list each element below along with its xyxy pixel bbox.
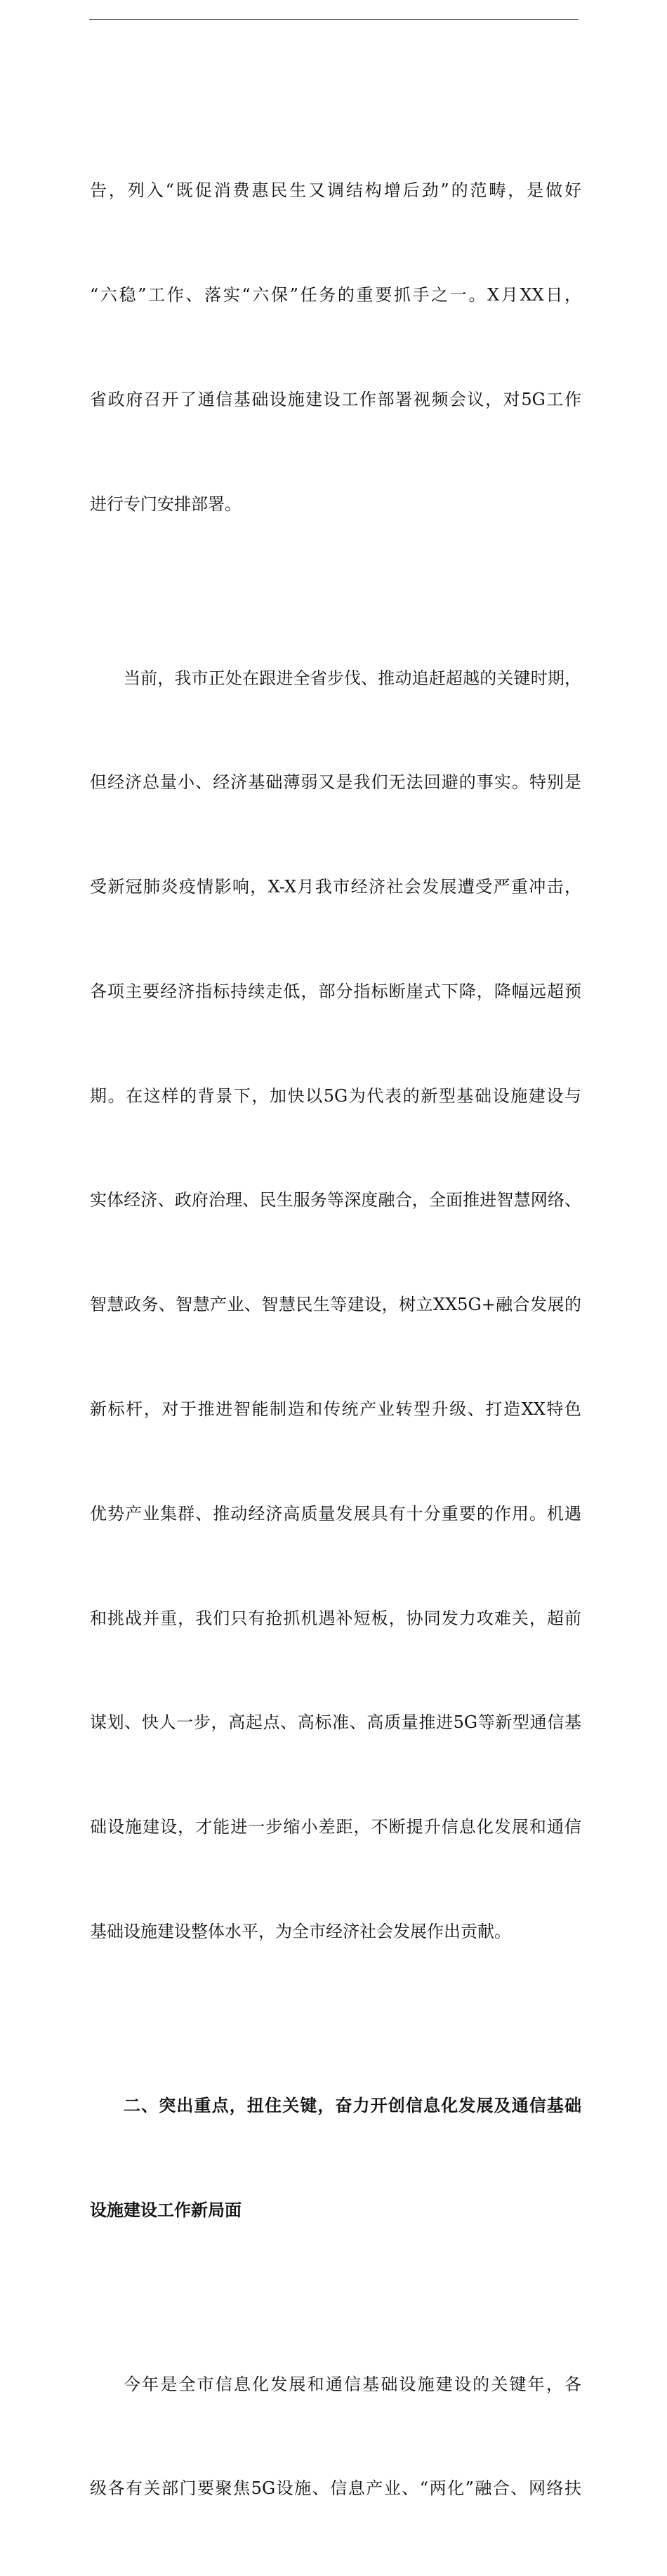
heading-line: 设施建设工作新局面 [90, 2200, 242, 2220]
text-line: 今年是全市信息化发展和通信基础设施建设的关键年，各 [124, 2374, 581, 2394]
paragraph-body [90, 591, 581, 2019]
text-line: 受新冠肺炎疫情影响，X-X月我市经济社会发展遭受严重冲击， [90, 877, 581, 897]
text-line: 实体经济、政府治理、民生服务等深度融合，全面推进智慧网络、 [90, 1190, 581, 1210]
paragraph-body [90, 2297, 581, 2576]
text-line: 新标杆，对于推进智能制造和传统产业转型升级、打造XX特色 [90, 1399, 581, 1419]
text-line: 但经济总量小、经济基础薄弱又是我们无法回避的事实。特别是 [90, 772, 581, 793]
text-line: 当前，我市正处在跟进全省步伐、推动追赶超越的关键时期， [124, 668, 581, 688]
document-body [90, 104, 581, 2576]
heading-line: 二、突出重点，扭住关键，奋力开创信息化发展及通信基础 [124, 2095, 581, 2115]
text-line: 谋划、快人一步，高起点、高标准、高质量推进5G等新型通信基 [90, 1712, 581, 1733]
text-line: 基础设施建设整体水平，为全市经济社会发展作出贡献。 [90, 1921, 511, 1941]
text-line: 和挑战并重，我们只有抢抓机遇补短板，协同发力攻难关，超前 [90, 1608, 581, 1628]
text-line: 进行专门安排部署。 [90, 494, 242, 514]
text-line: 告，列入“既促消费惠民生又调结构增后劲”的范畴，是做好 [90, 180, 581, 201]
text-line: 优势产业集群、推动经济高质量发展具有十分重要的作用。机遇 [90, 1503, 581, 1524]
text-line: 各项主要经济指标持续走低，部分指标断崖式下降，降幅远超预 [90, 981, 581, 1001]
paragraph-continuation [90, 104, 581, 591]
text-line: 期。在这样的背景下，加快以5G为代表的新型基础设施建设与 [90, 1085, 581, 1106]
text-line: 级各有关部门要聚焦5G设施、信息产业、“两化”融合、网络扶 [90, 2478, 581, 2499]
text-line: “六稳”工作、落实“六保”任务的重要抓手之一。X月XX日， [90, 284, 581, 305]
text-line: 省政府召开了通信基础设施建设工作部署视频会议，对5G工作 [90, 389, 581, 409]
text-line: 智慧政务、智慧产业、智慧民生等建设，树立XX5G+融合发展的 [90, 1295, 581, 1315]
section-heading [90, 2019, 581, 2298]
header-rule [89, 19, 579, 20]
text-line: 础设施建设，才能进一步缩小差距，不断提升信息化发展和通信 [90, 1817, 581, 1837]
